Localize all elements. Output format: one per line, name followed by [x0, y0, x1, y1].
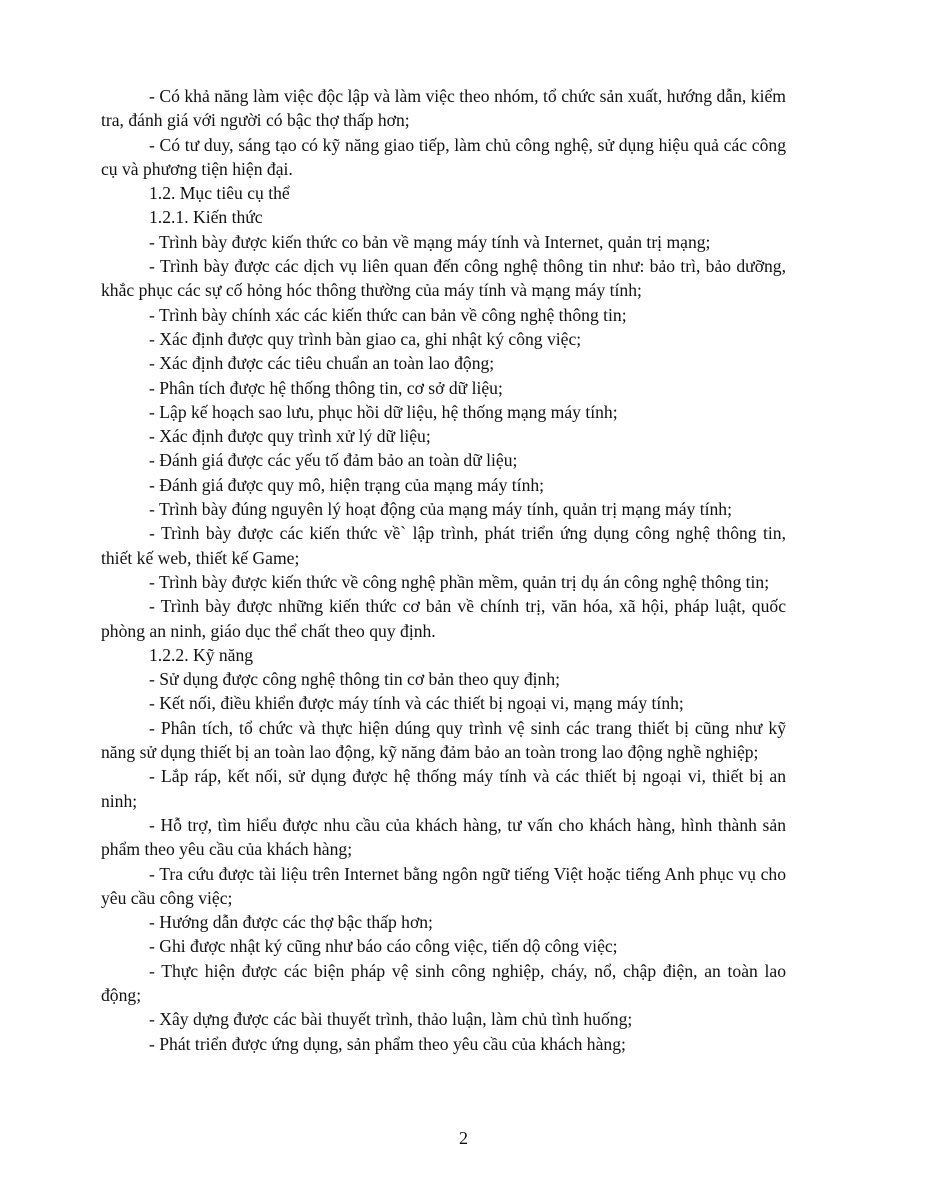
- page-body: [101, 84, 786, 1056]
- section-heading: 1.2.1. Kiến thức: [149, 207, 263, 228]
- body-paragraph: - Hướng dẫn được các thợ bậc thấp hơn;: [149, 912, 433, 933]
- body-paragraph: - Trình bày được những kiến thức cơ bản về chính trị, văn hóa, xã hội, pháp luật, quốc phòng an ninh, giáo dục thể chất theo quy định.: [101, 596, 786, 641]
- body-paragraph: - Xác định được các tiêu chuẩn an toàn lao động;: [149, 353, 495, 374]
- body-paragraph: - Có tư duy, sáng tạo có kỹ năng giao tiếp, làm chủ công nghệ, sử dụng hiệu quả các công cụ và phương tiện hiện đại.: [101, 134, 786, 179]
- body-paragraph: - Hỗ trợ, tìm hiểu được nhu cầu của khách hàng, tư vấn cho khách hàng, hình thành sản phẩm theo yêu cầu của khách hàng;: [101, 814, 786, 860]
- body-paragraph: - Xây dựng được các bài thuyết trình, thảo luận, làm chủ tình huống;: [149, 1009, 633, 1030]
- body-paragraph: - Trình bày chính xác các kiến thức can bản về công nghệ thông tin;: [149, 304, 627, 325]
- section-heading: 1.2. Mục tiêu cụ thể: [149, 183, 290, 204]
- body-paragraph: - Lắp ráp, kết nối, sử dụng được hệ thống máy tính và các thiết bị ngoại vi, thiết bị an ninh;: [101, 766, 786, 811]
- body-paragraph: - Trình bày được kiến thức về công nghệ phần mềm, quản trị dụ án công nghệ thông tin;: [149, 571, 770, 592]
- body-paragraph: - Đánh giá được quy mô, hiện trạng của mạng máy tính;: [149, 474, 545, 495]
- body-paragraph: - Trình bày được các kiến thức về` lập trình, phát triển ứng dụng công nghệ thông tin, thiết kế web, thiết kế Game;: [101, 523, 786, 568]
- body-paragraph: - Xác định được quy trình bàn giao ca, ghi nhật ký công việc;: [149, 328, 582, 349]
- body-paragraph: - Phân tích, tổ chức và thực hiện dúng quy trình vệ sinh các trang thiết bị cũng như kỹ năng sử dụng thiết bị an toàn lao động, kỹ năng đảm bảo an toàn trong lao động nghề nghiệp;: [101, 717, 786, 763]
- body-paragraph: - Đánh giá được các yếu tố đảm bảo an toàn dữ liệu;: [149, 450, 518, 471]
- body-paragraph: - Lập kế hoạch sao lưu, phục hồi dữ liệu, hệ thống mạng máy tính;: [149, 401, 618, 422]
- body-paragraph: - Tra cứu được tài liệu trên Internet bằng ngôn ngữ tiếng Việt hoặc tiếng Anh phục vụ cho yêu cầu công việc;: [101, 863, 786, 908]
- section-heading: 1.2.2. Kỹ năng: [149, 644, 254, 665]
- body-paragraph: - Thực hiện được các biện pháp vệ sinh công nghiệp, cháy, nổ, chập điện, an toàn lao động;: [101, 960, 786, 1005]
- body-paragraph: - Phân tích được hệ thống thông tin, cơ sở dữ liệu;: [149, 377, 503, 398]
- body-paragraph: - Trình bày được kiến thức co bản về mạng máy tính và Internet, quản trị mạng;: [149, 231, 711, 252]
- body-paragraph: - Phát triển được ứng dụng, sản phẩm theo yêu cầu của khách hàng;: [149, 1033, 626, 1054]
- body-paragraph: - Xác định được quy trình xử lý dữ liệu;: [149, 426, 431, 447]
- body-paragraph: - Trình bày đúng nguyên lý hoạt động của mạng máy tính, quản trị mạng máy tính;: [149, 499, 732, 520]
- page-number: 2: [459, 1128, 468, 1148]
- body-paragraph: - Ghi được nhật ký cũng như báo cáo công việc, tiến dộ công việc;: [149, 936, 618, 957]
- body-paragraph: - Kết nối, điều khiển được máy tính và các thiết bị ngoại vi, mạng máy tính;: [149, 693, 684, 714]
- body-paragraph: - Trình bày được các dịch vụ liên quan đến công nghệ thông tin như: bảo trì, bảo dưỡng, khắc phục các sự cố hỏng hóc thông thường của máy tính và mạng máy tính;: [101, 256, 786, 301]
- body-paragraph: - Có khả năng làm việc độc lập và làm việc theo nhóm, tổ chức sản xuất, hướng dẫn, kiểm tra, đánh giá với người có bậc thợ thấp hơn;: [101, 86, 786, 131]
- body-paragraph: - Sử dụng được công nghệ thông tin cơ bản theo quy định;: [149, 669, 561, 690]
